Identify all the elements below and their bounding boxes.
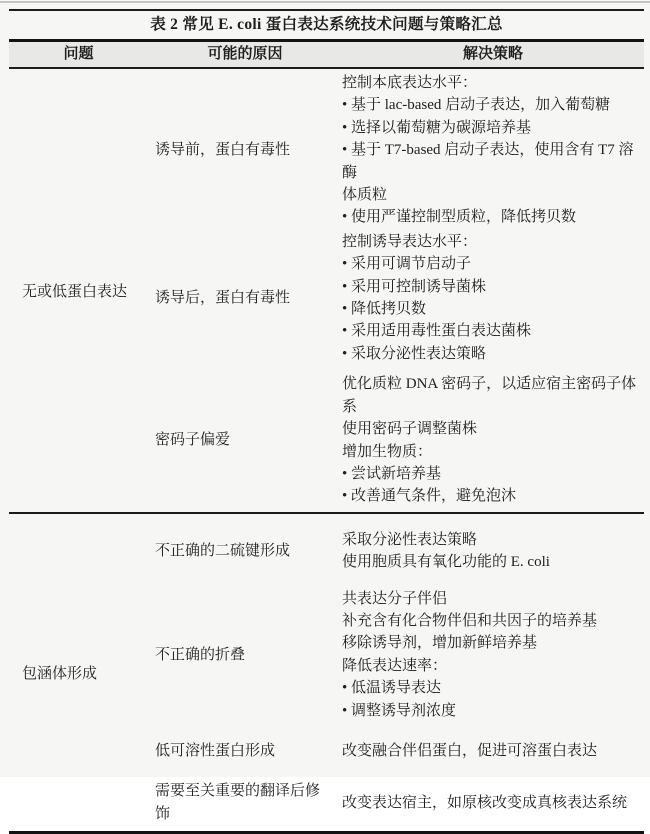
cause-cell (148, 373, 342, 507)
strategy-line: • 低温诱导表达 (342, 680, 442, 697)
strategy-line: 使用密码子调整菌株 (342, 421, 478, 438)
table-header-row (9, 39, 644, 69)
cause-label: 诱导前，蛋白有毒性 (155, 142, 291, 159)
header-problem: 问题 (63, 46, 94, 62)
strategy-line: 补充含有化合物伴侣和共因子的培养基 (342, 612, 598, 629)
cause-row-toxic-after-induction (148, 230, 644, 367)
strategy-line: 控制本底表达水平： (342, 75, 478, 91)
strategy-line: • 采用适用毒性蛋白表达菌株 (342, 323, 532, 340)
strategy-cell (342, 72, 644, 229)
strategy-line: 改变表达宿主，如原核改变成真核表达系统 (342, 794, 628, 811)
strategy-cell (342, 231, 644, 365)
scan-edge-line (0, 1, 650, 3)
cause-cell (148, 72, 342, 229)
strategy-cell (342, 588, 644, 722)
strategy-line: • 基于 lac-based 启动子表达，加入葡萄糖 (342, 97, 611, 114)
cause-label: 密码子偏爱 (155, 432, 231, 449)
strategy-cell (342, 529, 644, 574)
strategy-line: • 基于 T7-based 启动子表达，使用含有 T7 溶酶 (342, 142, 634, 181)
strategy-line: 移除诱导剂，增加新鲜培养基 (342, 635, 538, 652)
strategy-line: • 采取分泌性表达策略 (342, 345, 487, 362)
cause-row-ptm-needed (148, 772, 644, 831)
strategy-line: 使用胞质具有氧化功能的 E. coli (342, 554, 550, 571)
cause-label: 低可溶性蛋白形成 (155, 742, 276, 759)
cause-label: 不正确的二硫键形成 (155, 542, 291, 559)
cause-cell (148, 588, 342, 722)
problem-group-low-expression (9, 69, 644, 514)
problem-cell (9, 514, 148, 831)
problem-label: 无或低蛋白表达 (22, 283, 128, 300)
strategy-line: • 降低拷贝数 (342, 301, 427, 318)
strategy-cell (342, 740, 644, 762)
cause-row-incorrect-folding (148, 581, 644, 730)
cause-label: 需要至关重要的翻译后修饰 (155, 783, 321, 822)
strategy-line: 共表达分子伴侣 (342, 590, 448, 607)
header-strategy: 解决策略 (462, 46, 523, 62)
problem-label: 包涵体形成 (22, 665, 98, 682)
table-title: 表 2 常见 E. coli 蛋白表达系统技术问题与策略汇总 (150, 16, 503, 33)
strategy-line: • 调整诱导剂浓度 (342, 702, 457, 719)
table-sheet (9, 9, 644, 834)
strategy-line-wrap: 体质粒 (342, 187, 388, 204)
strategy-line: • 选择以葡萄糖为碳源培养基 (342, 119, 532, 136)
strategy-line: 增加生物质： (342, 443, 433, 460)
strategy-line: 采取分泌性表达策略 (342, 531, 478, 548)
strategy-cell (342, 373, 644, 507)
strategy-line: • 改善通气条件，避免泡沐 (342, 488, 517, 505)
strategy-line: • 采用可控制诱导菌株 (342, 278, 487, 295)
strategy-line: • 尝试新培养基 (342, 465, 442, 482)
cause-cell (148, 529, 342, 574)
header-cause: 可能的原因 (207, 46, 283, 62)
cause-row-codon-bias (148, 367, 644, 511)
cause-row-disulfide-bonds (148, 514, 644, 581)
strategy-cell (342, 780, 644, 825)
strategy-line: 改变融合伴侣蛋白，促进可溶蛋白表达 (342, 742, 598, 759)
group-body (148, 514, 644, 831)
cause-row-toxic-before-induction (148, 69, 644, 230)
cause-cell (148, 740, 342, 762)
cause-label: 不正确的折叠 (155, 646, 246, 663)
strategy-line: • 采用可调节启动子 (342, 256, 472, 273)
group-body (148, 69, 644, 512)
cause-label: 诱导后，蛋白有毒性 (155, 289, 291, 306)
strategy-line: • 使用严谨控制型质粒，降低拷贝数 (342, 209, 577, 226)
cause-cell (148, 780, 342, 825)
problem-cell (9, 69, 148, 512)
strategy-line: 降低表达速率： (342, 657, 448, 674)
cause-cell (148, 231, 342, 365)
strategy-line: 控制诱导表达水平： (342, 233, 478, 250)
cause-row-low-soluble-protein (148, 730, 644, 772)
strategy-line: 优化质粒 DNA 密码子，以适应宿主密码子体系 (342, 376, 637, 415)
problem-group-inclusion-bodies (9, 514, 644, 834)
